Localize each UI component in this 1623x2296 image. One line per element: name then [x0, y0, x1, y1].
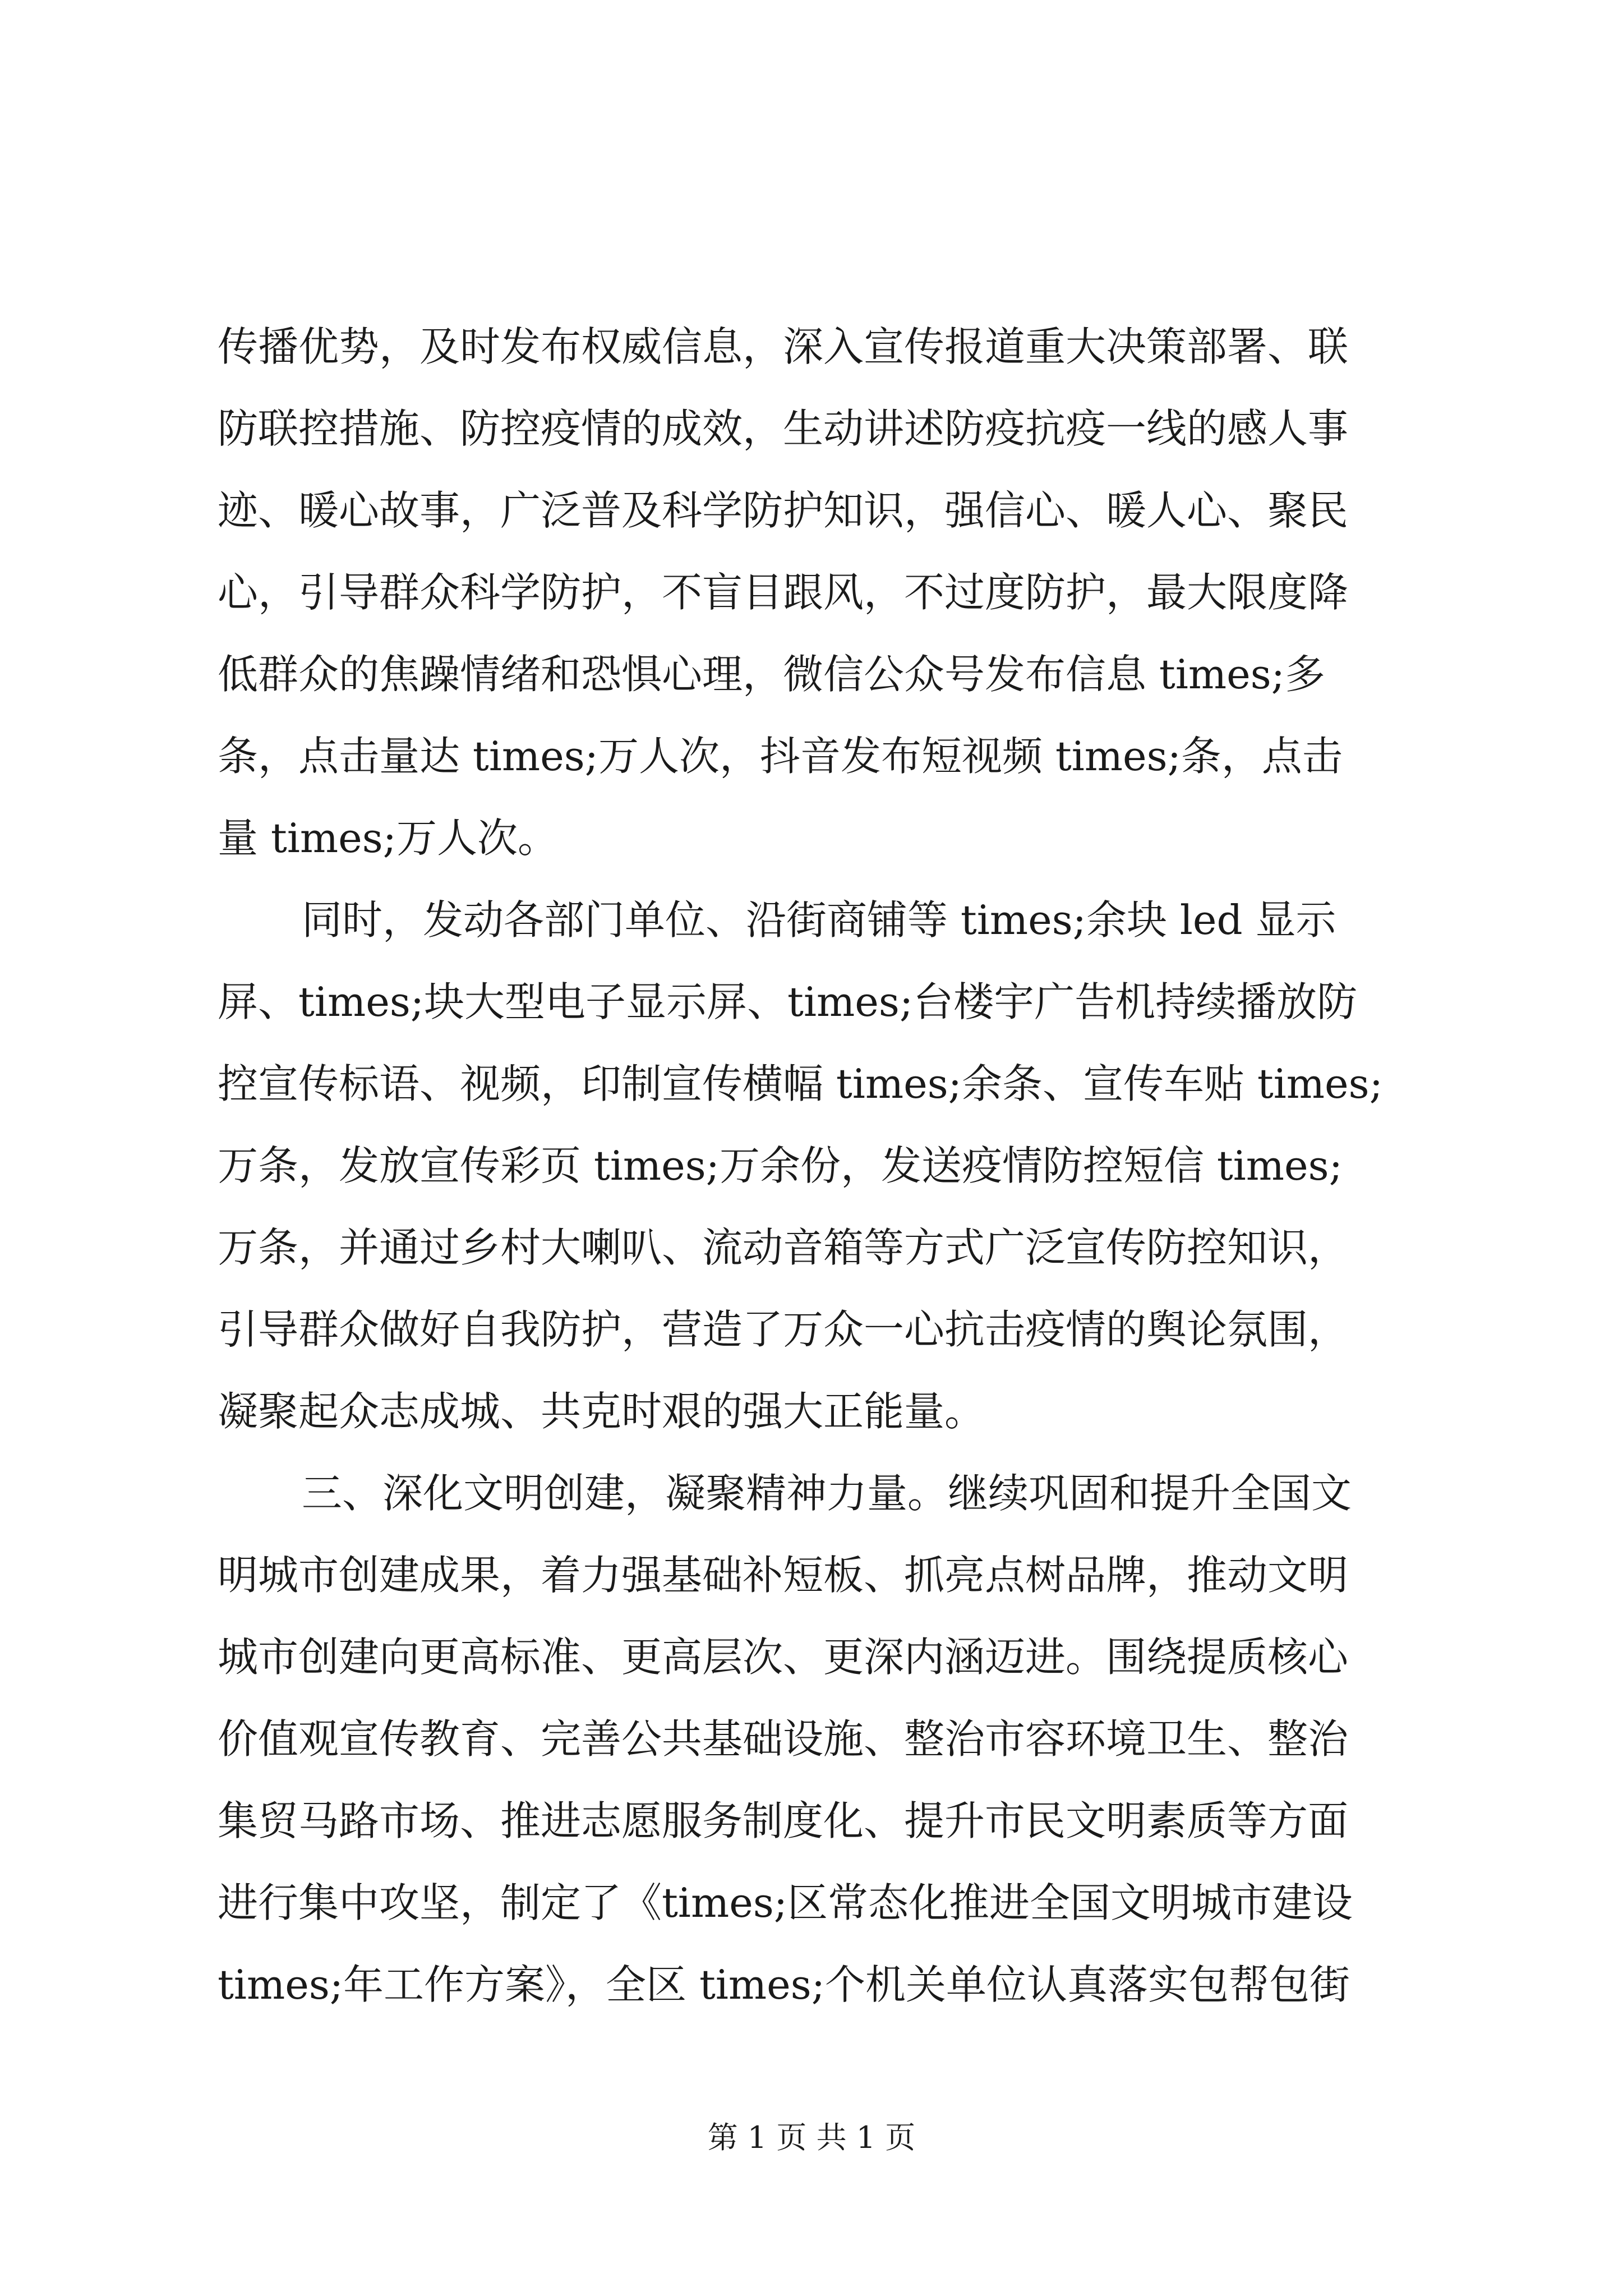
page-number-footer: 第 1 页 共 1 页	[707, 2120, 916, 2155]
text-line: 低群众的焦躁情绪和恐惧心理，微信公众号发布信息 times;多	[218, 651, 1325, 698]
text-line: times;年工作方案》，全区 times;个机关单位认真落实包帮包街	[218, 1961, 1350, 2008]
text-line: 量 times;万人次。	[218, 815, 558, 862]
paragraph-start-line: 同时，发动各部门单位、沿街商铺等 times;余块 led 显示	[302, 896, 1336, 944]
section-heading-line: 三、深化文明创建，凝聚精神力量。继续巩固和提升全国文	[302, 1470, 1352, 1517]
text-line: 进行集中攻坚，制定了《times;区常态化推进全国文明城市建设	[218, 1879, 1353, 1926]
text-line: 凝聚起众志成城、共克时艰的强大正能量。	[218, 1388, 985, 1435]
text-line: 屏、times;块大型电子显示屏、times;台楼宇广告机持续播放防	[218, 978, 1358, 1025]
document-body	[218, 306, 1407, 2026]
text-line: 万条，发放宣传彩页 times;万余份，发送疫情防控短信 times;	[218, 1142, 1343, 1189]
text-line: 心，引导群众科学防护，不盲目跟风，不过度防护，最大限度降	[218, 569, 1349, 616]
text-line: 引导群众做好自我防护，营造了万众一心抗击疫情的舆论氛围，	[218, 1306, 1349, 1353]
text-line: 传播优势，及时发布权威信息，深入宣传报道重大决策部署、联	[218, 323, 1349, 370]
text-line: 集贸马路市场、推进志愿服务制度化、提升市民文明素质等方面	[218, 1797, 1349, 1844]
text-line: 万条，并通过乡村大喇叭、流动音箱等方式广泛宣传防控知识，	[218, 1224, 1349, 1271]
text-line: 条，点击量达 times;万人次，抖音发布短视频 times;条，点击	[218, 733, 1343, 780]
text-line: 迹、暖心故事，广泛普及科学防护知识，强信心、暖人心、聚民	[218, 487, 1349, 534]
text-line: 控宣传标语、视频，印制宣传横幅 times;余条、宣传车贴 times;	[218, 1060, 1383, 1107]
text-line: 价值观宣传教育、完善公共基础设施、整治市容环境卫生、整治	[218, 1715, 1349, 1763]
text-line: 防联控措施、防控疫情的成效，生动讲述防疫抗疫一线的感人事	[218, 405, 1349, 452]
text-line: 城市创建向更高标准、更高层次、更深内涵迈进。围绕提质核心	[218, 1634, 1349, 1681]
text-line: 明城市创建成果，着力强基础补短板、抓亮点树品牌，推动文明	[218, 1552, 1349, 1599]
